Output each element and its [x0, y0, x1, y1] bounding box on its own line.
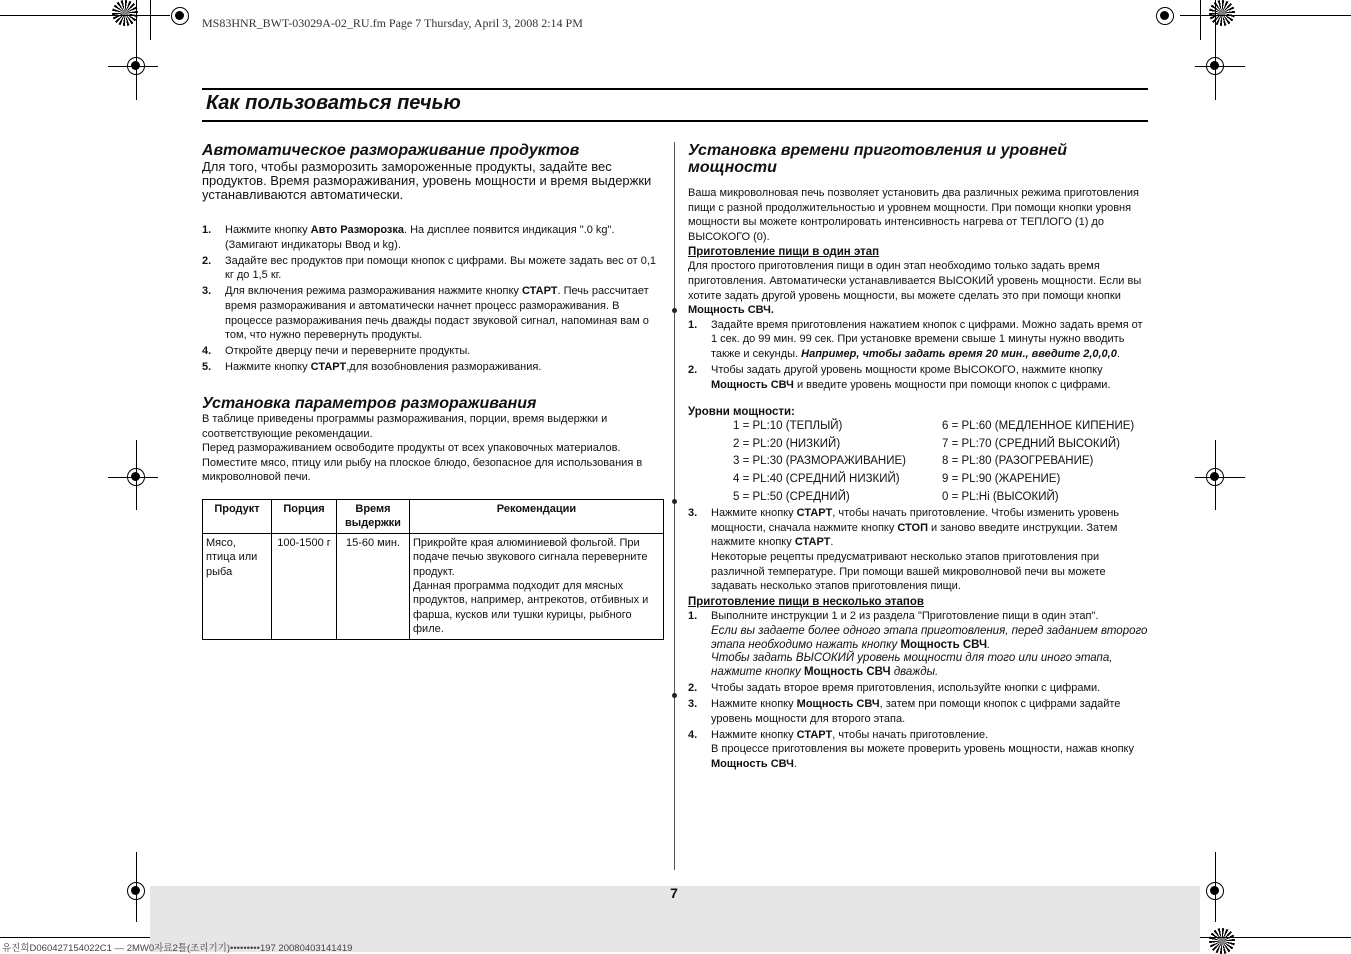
registration-mark-icon [171, 7, 189, 25]
list-item: 4. Откройте дверцу печи и переверните продукты. [202, 345, 471, 358]
power-level: 5 = PL:50 (СРЕДНИЙ) [733, 490, 850, 503]
list-item: 2. Чтобы задать другой уровень мощности кроме ВЫСОКОГО, нажмите кнопку Мощность СВЧ и введите уровень мощности при помощи кнопок с цифрами. [688, 364, 1111, 391]
file-info-header: MS83HNR_BWT-03029A-02_RU.fm Page 7 Thursday, April 3, 2008 2:14 PM [202, 16, 583, 30]
power-level: 1 = PL:10 (ТЕПЛЫЙ) [733, 420, 843, 433]
power-level: 2 = PL:20 (НИЗКИЙ) [733, 437, 841, 450]
power-level: 0 = PL:Hi (ВЫСОКИЙ) [942, 490, 1059, 503]
multi-stage-steps [688, 609, 1148, 772]
table-header: Время выдержки [337, 499, 410, 533]
registration-star-icon [112, 0, 138, 26]
registration-star-icon [1209, 928, 1235, 954]
power-level: 4 = PL:40 (СРЕДНИЙ НИЗКИЙ) [733, 473, 900, 485]
crop-mark [136, 852, 137, 922]
auto-defrost-steps [202, 223, 662, 375]
list-item: 2. Чтобы задать второе время приготовления, используйте кнопки с цифрами. [688, 681, 1101, 694]
recommendation-text-1: Прикройте края алюминиевой фольгой. При подаче печью звукового сигнала переверните продукт. [413, 536, 648, 578]
power-level: 7 = PL:70 (СРЕДНИЙ ВЫСОКИЙ) [942, 437, 1120, 450]
column-divider [674, 142, 675, 870]
auto-defrost-title: Автоматическое размораживание продуктов [202, 142, 580, 159]
power-levels-grid [733, 418, 1148, 506]
table-cell [410, 533, 664, 639]
list-item: 3. Нажмите кнопку Мощность СВЧ, затем при помощи кнопок с цифрами задайте уровень мощности для второго этапа. [688, 697, 1121, 725]
crop-mark [136, 440, 137, 510]
one-stage-title: Приготовление пищи в один этап [688, 246, 880, 259]
bullet-dot-icon [672, 693, 677, 698]
multi-stage-title: Приготовление пищи в несколько этапов [688, 595, 924, 608]
page-title: Как пользоваться печью [206, 92, 461, 114]
list-item: 2. Задайте вес продуктов при помощи кнопок с цифрами. Вы можете задать вес от 0,1 кг до 1,5 кг. [202, 254, 656, 282]
list-item: 1. Выполните инструкции 1 и 2 из раздела "Приготовление пищи в один этап". Если вы задаете более одного этапа приготовления, перед заданием второго этапа необходимо нажать кнопку Мощность СВЧ. Чтобы задать ВЫСОКИЙ уровень мощности для того или иного этапа, нажмите кнопку Мощность СВЧ дважды. [688, 609, 1148, 678]
crop-mark [1200, 0, 1201, 40]
one-stage-steps [688, 318, 1148, 392]
table-cell: 100-1500 г [272, 533, 337, 639]
page-number: 7 [670, 885, 678, 901]
defrost-table [202, 499, 664, 640]
recommendation-text-2: Данная программа подходит для мясных продуктов, например, антрекотов, отбивных и фарша, кусков или тушки курицы, рыбного филе. [413, 579, 649, 636]
footer-code: 유진희D060427154022C1 — 2MW0자료2틀(조리기기)•••••••••197 20080403141419 [2, 943, 353, 954]
list-item: 1. Задайте время приготовления нажатием кнопок с цифрами. Можно задать время от 1 сек. до 99 мин. 99 сек. При установке времени свыше 1 минуты нужно вводить также и секунды. Например, чтобы задать время 20 мин., введите 2,0,0,0. [688, 318, 1143, 360]
title-rule-bottom [202, 120, 1148, 122]
table-cell: Мясо, птица или рыба [203, 533, 272, 639]
list-item: 1. Нажмите кнопку Авто Разморозка. На дисплее появится индикация ".0 kg". (Замигают индикаторы Ввод и kg). [202, 224, 615, 251]
crop-mark [1195, 66, 1245, 67]
list-item: 3. Нажмите кнопку СТАРТ, чтобы начать приготовление. Чтобы изменить уровень мощности, сначала нажмите кнопку СТОП и заново введите инструкции. Затем нажмите кнопку СТАРТ. Некоторые рецепты предусматривают несколько этапов приготовления при различной температуре. При помощи вашей микроволновой печи вы можете задавать несколько этапов приготовления пищи. [688, 506, 1148, 594]
registration-star-icon [1209, 0, 1235, 26]
registration-mark-icon [1156, 7, 1174, 25]
table-row [203, 533, 664, 639]
defrost-params-text-2: Перед размораживанием освободите продукты от всех упаковочных материалов. Поместите мясо, птицу или рыбу на плоское блюдо, безопасное для использования в микроволновой печи. [202, 442, 643, 484]
bullet-dot-icon [672, 499, 677, 504]
multi-stage-note-3: В процессе приготовления вы можете проверить уровень мощности, нажав кнопку Мощность СВЧ. [711, 743, 1134, 770]
defrost-params-text-1: В таблице приведены программы размораживания, порции, время выдержки и соответствующие рекомендации. [202, 412, 608, 440]
crop-mark [1195, 477, 1245, 478]
crop-mark [108, 66, 158, 67]
list-item: 3. Для включения режима размораживания нажмите кнопку СТАРТ. Печь рассчитает время размораживания и автоматически начнет процесс размораживания. В процессе размораживания печь дважды подаст звуковой сигнал, напоминая вам о том, что нужно перевернуть продукты. [202, 285, 649, 342]
table-header-row [203, 499, 664, 533]
table-header: Порция [272, 499, 337, 533]
cooking-time-intro: Ваша микроволновая печь позволяет установить два различных режима приготовления пищи с разной продолжительностью и уровнем мощности. При помощи кнопки уровня мощности вы можете контролировать интенсивность нагрева от ТЕПЛОГО (1) до ВЫСОКОГО (0). [688, 187, 1139, 243]
crop-mark [1180, 937, 1351, 938]
crop-mark [0, 937, 170, 938]
power-levels-title: Уровни мощности: [688, 406, 795, 419]
step-3-note: Некоторые рецепты предусматривают несколько этапов приготовления при различной температуре. При помощи вашей микроволновой печи вы можете задавать несколько этапов приготовления пищи. [711, 550, 1106, 593]
left-column [202, 142, 662, 640]
power-level: 9 = PL:90 (ЖАРЕНИЕ) [942, 473, 1061, 485]
list-item: 4. Нажмите кнопку СТАРТ, чтобы начать приготовление. В процессе приготовления вы можете проверить уровень мощности, нажав кнопку Мощность СВЧ. [688, 728, 1148, 772]
crop-mark [1180, 15, 1351, 16]
step-3-list [688, 506, 1148, 594]
crop-mark [0, 15, 170, 16]
crop-mark [108, 477, 158, 478]
crop-mark [1215, 852, 1216, 922]
table-header: Рекомендации [410, 499, 664, 533]
cooking-time-title: Установка времени приготовления и уровней мощности [688, 142, 1068, 176]
crop-mark [150, 0, 151, 40]
list-item: 5. Нажмите кнопку СТАРТ,для возобновления размораживания. [202, 361, 542, 374]
defrost-params-title: Установка параметров размораживания [202, 394, 537, 412]
power-level: 3 = PL:30 (РАЗМОРАЖИВАНИЕ) [733, 455, 906, 468]
title-rule-top [202, 88, 1148, 90]
crop-mark [1215, 440, 1216, 510]
table-cell: 15-60 мин. [337, 533, 410, 639]
bullet-dot-icon [672, 308, 677, 313]
table-header: Продукт [203, 499, 272, 533]
right-column [688, 142, 1148, 773]
auto-defrost-intro: Для того, чтобы разморозить замороженные продукты, задайте вес продуктов. Время размораживания, уровень мощности и время выдержки устанавливаются автоматически. [202, 159, 652, 202]
one-stage-intro: Для простого приготовления пищи в один этап необходимо только задать время приготовления. Автоматически устанавливается ВЫСОКИЙ уровень мощности. Если вы хотите задать другой уровень мощности, вы можете сделать это при помощи кнопки Мощность СВЧ. [688, 260, 1142, 317]
multi-stage-note-2: Чтобы задать ВЫСОКИЙ уровень мощности для того или иного этапа, нажмите кнопку Мощность СВЧ дважды. [711, 652, 1113, 678]
power-level: 6 = PL:60 (МЕДЛЕННОЕ КИПЕНИЕ) [942, 420, 1135, 433]
multi-stage-note-1: Если вы задаете более одного этапа приготовления, перед заданием второго этапа необходимо нажать кнопку Мощность СВЧ. [711, 625, 1148, 651]
power-level: 8 = PL:80 (РАЗОГРЕВАНИЕ) [942, 455, 1094, 468]
